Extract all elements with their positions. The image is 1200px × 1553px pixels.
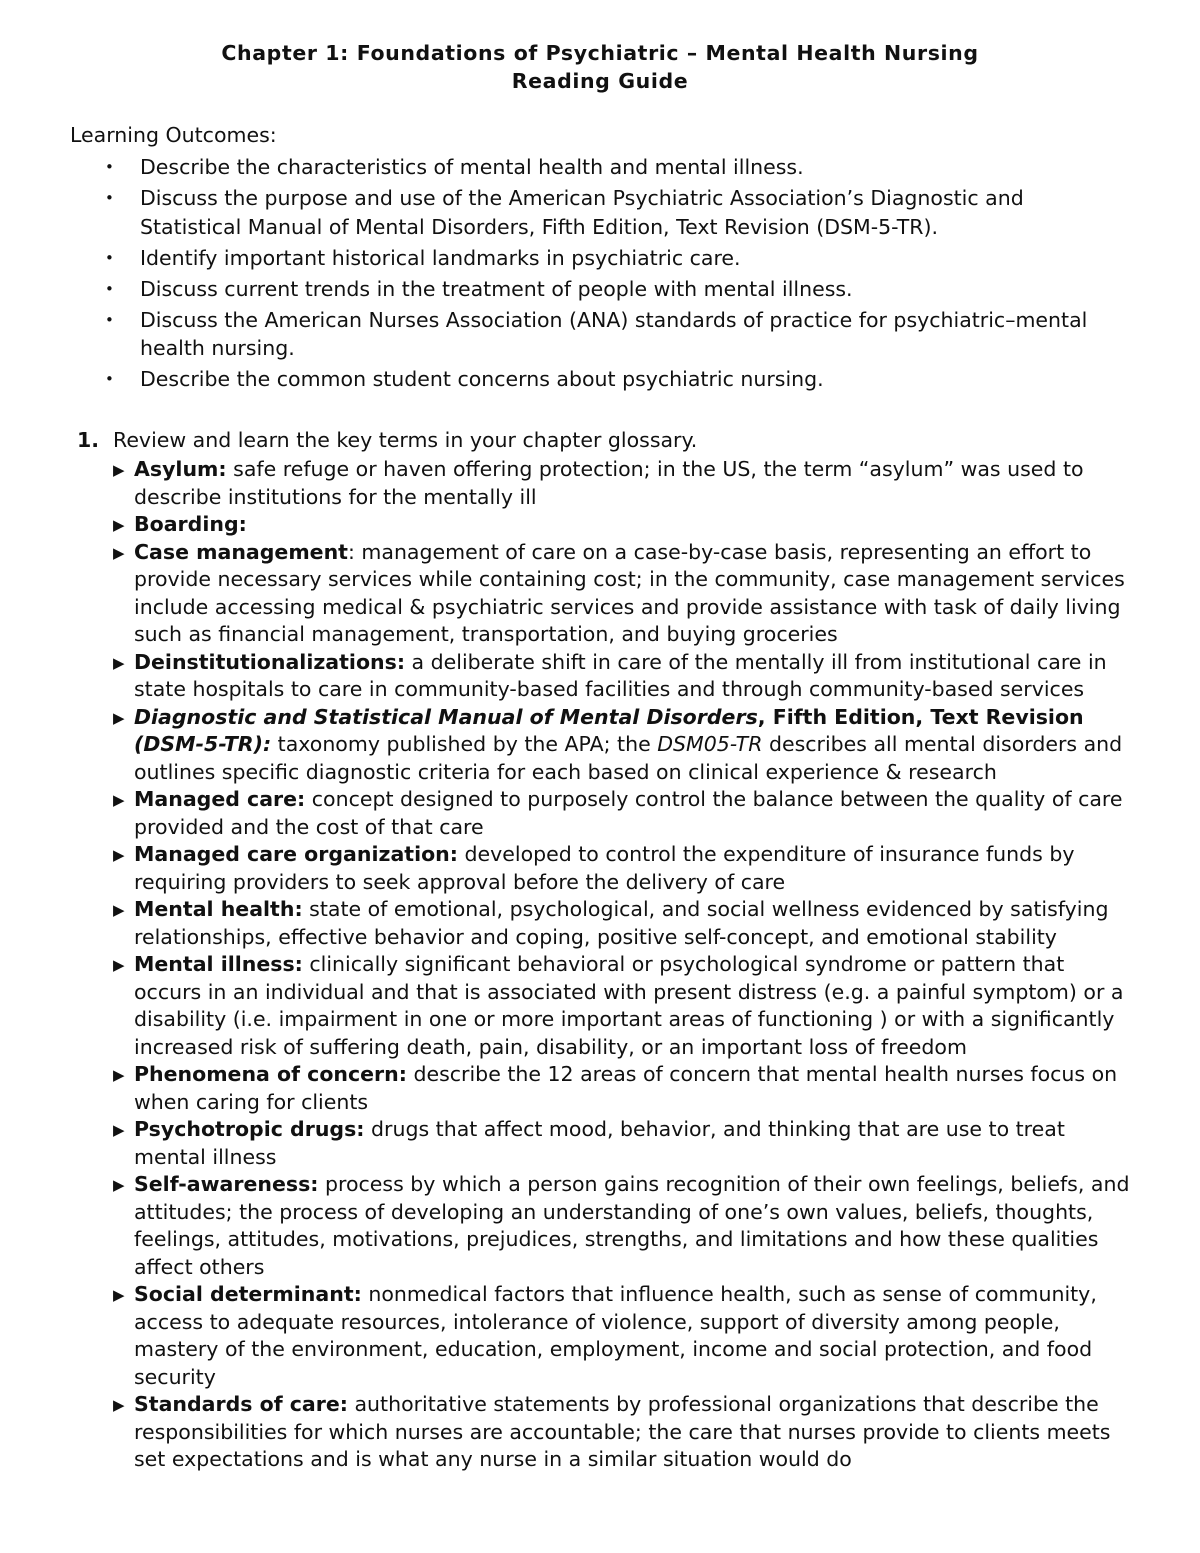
list-item: • Describe the characteristics of mental health and mental illness. — [0, 153, 1100, 182]
triangle-right-icon: ▶ — [113, 461, 125, 479]
triangle-right-icon: ▶ — [113, 1121, 125, 1139]
term-dsm-5-tr: ▶ Diagnostic and Statistical Manual of Mental Disorders, Fifth Edition, Text Revision (DSM-5-TR): taxonomy published by the APA; the DSM05-TR describes all mental disorders and outlines specific diagnostic criteria for each based on clinical experience & research — [113, 704, 1123, 784]
bullet-icon: • — [105, 370, 114, 388]
triangle-right-icon: ▶ — [113, 1066, 125, 1084]
term-mental-illness: ▶ Mental illness: clinically significant behavioral or psychological syndrome or pattern that occurs in an individual and that is associated with present distress (e.g. a painful symptom) or a disability (i.e. impairment in one or more important areas of functioning ) or with a significantly increased risk of suffering death, pain, disability, or an important loss of freedom — [113, 952, 1124, 1059]
triangle-right-icon: ▶ — [113, 708, 125, 727]
bullet-icon: • — [105, 158, 114, 176]
bullet-icon: • — [105, 189, 114, 207]
term-asylum: ▶ Asylum: safe refuge or haven offering protection; in the US, the term “asylum” was used to describe institutions for the mentally ill — [113, 457, 1084, 509]
learning-outcomes-list — [0, 153, 1200, 396]
question-text: Review and learn the key terms in your chapter glossary. — [113, 428, 698, 452]
term-self-awareness: ▶ Self-awareness: process by which a person gains recognition of their own feelings, beliefs, and attitudes; the process of developing an understanding of one’s own values, beliefs, thoughts, feelings, attitudes, motivations, prejudices, strengths, and limitations and how these qualities affect others — [113, 1172, 1130, 1279]
list-item: • Discuss the purpose and use of the American Psychiatric Association’s Diagnostic and Statistical Manual of Mental Disorders, Fifth Edition, Text Revision (DSM-5-TR). — [105, 186, 1024, 239]
term-phenomena-of-concern: ▶ Phenomena of concern: describe the 12 areas of concern that mental health nurses focus on when caring for clients — [113, 1062, 1118, 1114]
triangle-right-icon: ▶ — [113, 846, 125, 864]
learning-outcomes-heading: Learning Outcomes: — [70, 123, 277, 147]
chapter-title: Chapter 1: Foundations of Psychiatric – Mental Health Nursing — [221, 41, 979, 65]
term-psychotropic-drugs: ▶ Psychotropic drugs: drugs that affect mood, behavior, and thinking that are use to treat mental illness — [113, 1117, 1065, 1169]
triangle-right-icon: ▶ — [113, 1176, 125, 1194]
triangle-right-icon: ▶ — [113, 516, 125, 534]
triangle-right-icon: ▶ — [113, 901, 125, 919]
list-item: • Discuss current trends in the treatment of people with mental illness. — [0, 275, 1100, 304]
list-item: • Describe the common student concerns about psychiatric nursing. — [0, 365, 1100, 394]
triangle-right-icon: ▶ — [113, 1396, 125, 1414]
term-managed-care: ▶ Managed care: concept designed to purposely control the balance between the quality of care provided and the cost of that care — [113, 787, 1123, 839]
term-case-management: ▶ Case management: management of care on a case-by-case basis, representing an effort to provide necessary services while containing cost; in the community, case management services include accessing medical & psychiatric services and provide assistance with task of daily living such as financial management, transportation, and buying groceries — [113, 539, 1125, 646]
reading-guide-subtitle: Reading Guide — [511, 69, 689, 93]
list-item: • Discuss the American Nurses Association (ANA) standards of practice for psychiatric–mental health nursing. — [105, 307, 1088, 360]
triangle-right-icon: ▶ — [113, 1286, 125, 1304]
term-mental-health: ▶ Mental health: state of emotional, psychological, and social wellness evidenced by satisfying relationships, effective behavior and coping, positive self-concept, and emotional stability — [113, 897, 1109, 949]
question-1 — [77, 428, 697, 452]
term-managed-care-organization: ▶ Managed care organization: developed to control the expenditure of insurance funds by requiring providers to seek approval before the delivery of care — [113, 842, 1075, 894]
list-item: • Identify important historical landmarks in psychiatric care. — [0, 244, 1100, 273]
bullet-icon: • — [105, 310, 114, 329]
triangle-right-icon: ▶ — [113, 543, 125, 562]
triangle-right-icon: ▶ — [113, 791, 125, 809]
bullet-icon: • — [105, 248, 114, 267]
triangle-right-icon: ▶ — [113, 956, 125, 974]
term-boarding: ▶ Boarding: — [113, 512, 247, 536]
glossary-terms-list — [0, 456, 1200, 1474]
bullet-icon: • — [105, 279, 114, 298]
term-standards-of-care: ▶ Standards of care: authoritative statements by professional organizations that describe the responsibilities for which nurses are accountable; the care that nurses provide to clients meets set expectations and is what any nurse in a similar situation would do — [113, 1392, 1111, 1471]
term-social-determinant: ▶ Social determinant: nonmedical factors that influence health, such as sense of community, access to adequate resources, intolerance of violence, support of diversity among people, mastery of the environment, education, employment, income and social protection, and food security — [113, 1282, 1097, 1389]
question-number: 1. — [77, 428, 100, 452]
triangle-right-icon: ▶ — [113, 653, 125, 672]
term-deinstitutionalizations: ▶ Deinstitutionalizations: a deliberate shift in care of the mentally ill from institutional care in state hospitals to care in community-based facilities and through community-based services — [113, 649, 1107, 701]
